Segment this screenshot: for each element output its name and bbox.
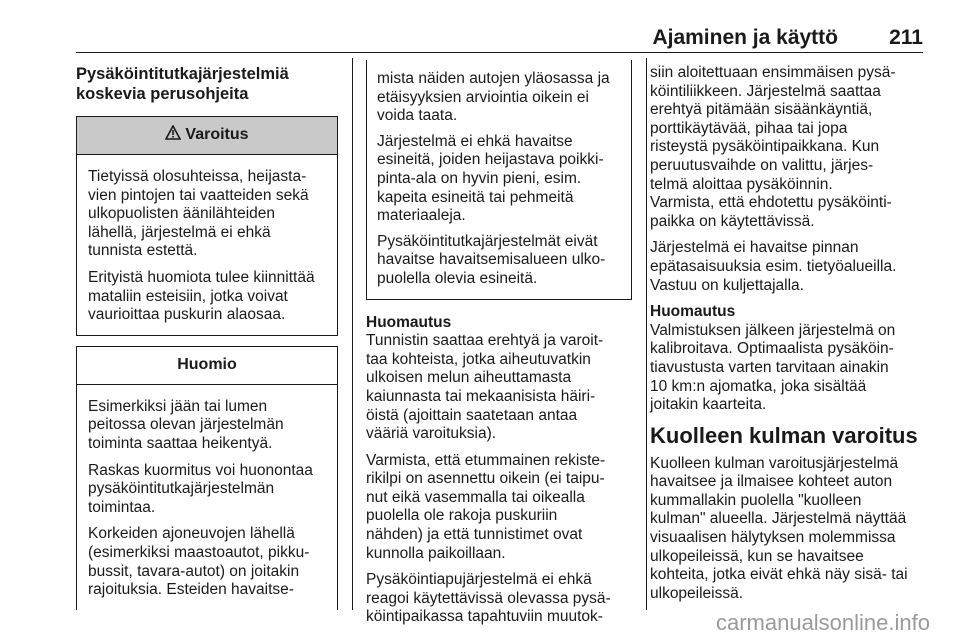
header-title: Ajaminen ja käyttö [652, 26, 838, 49]
caution-paragraph: Korkeiden ajoneuvojen lähellä (esimerkiksi maastoautot, pikku- bussit, tavara-autot) on joitakin rajoituksia. Esteiden havaitse- [88, 525, 310, 599]
body-paragraph: siin aloitettuaan ensimmäisen pysä- köintiliikkeen. Järjestelmä saattaa erehtyä pitämään sisäänkäyntiä, porttikäytävää, pihaa tai jopa risteystä pysäköintipaikkana. Kun peruutusvaihde on valittu, järjes- telmä aloittaa pysäköinnin. Varmista, että ehdotettu pysäköinti- paikka on käytettävissä. [650, 64, 896, 230]
column-1 [76, 64, 338, 610]
section-title: Pysäköintitutkajärjestelmiä koskevia perusohjeita [76, 65, 289, 103]
caution-paragraph: Raskas kuormitus voi huonontaa pysäköintitutkajärjestelmän toimintaa. [88, 461, 313, 516]
section-heading: Kuolleen kulman varoitus [650, 422, 918, 448]
warning-paragraph: Erityistä huomiota tulee kiinnittää mataliin esteisiin, jotka voivat vaurioittaa puskurin alaosaa. [88, 268, 315, 324]
caution-box-title: Huomio [177, 355, 237, 373]
caution-box-header [77, 347, 337, 385]
header-divider [76, 52, 923, 53]
caution-paragraph: Järjestelmä ei ehkä havaitse esineitä, joiden heijastava poikki- pinta-ala on hyvin pieni, esim. kapeita esineitä tai pehmeitä materiaaleja. [377, 132, 604, 225]
body-paragraph: Varmista, että etummainen rekiste- rikilpi on asennettu oikein (ei taipu- nut eikä vasemmalla tai oikealla puolella ole rakoja puskuriin nähden) ja että tunnistimet ovat kunnolla paikoillaan. [366, 451, 606, 562]
caution-paragraph: Pysäköintitutkajärjestelmät eivät havaitse havaitsemisalueen ulko- puolella olevia esineitä. [377, 232, 606, 287]
warning-paragraph: Tietyissä olosuhteissa, heijasta- vien pintojen tai vaatteiden sekä ulkopuolisten äänilähteiden lähellä, järjestelmä ei ehkä tunnista estettä. [88, 168, 309, 260]
column-3-content [650, 64, 926, 603]
note-text: Valmistuksen jälkeen järjestelmä on kalibroitava. Optimaalista pysäköin- tiavustusta varten tarvitaan ainakin 10 km:n ajomatka, joka sisältää joitakin kaarteita. [650, 321, 896, 414]
note-text: Tunnistin saattaa erehtyä ja varoit- taa kohteista, jotka aiheutuvatkin ulkoisen melun aiheuttamasta kaiunnasta tai mekaanisista häiri- öistä (ajoittain saatetaan antaa vääriä varoituksia). [366, 332, 604, 443]
caution-paragraph: mista näiden autojen yläosassa ja etäisyyksien arviointia oikein ei voida taata. [377, 70, 610, 125]
caution-box [76, 346, 338, 610]
caution-box-body [77, 385, 337, 610]
warning-box-header [77, 117, 337, 155]
warning-triangle-icon [165, 125, 181, 146]
warning-box-body [77, 155, 337, 335]
column-divider-1 [352, 58, 353, 610]
column-3 [650, 64, 926, 611]
caution-paragraph: Esimerkiksi jään tai lumen peitossa olevan järjestelmän toiminta saattaa heikentyä. [88, 397, 284, 452]
body-paragraph: Kuolleen kulman varoitusjärjestelmä havaitsee ja ilmaisee kohteet auton kummallakin puolella "kuolleen kulman" alueella. Järjestelmä näyttää visuaalisen hälytyksen molemmissa ulkopeileissä, kun se havaitsee kohteita, jotka eivät ehkä näy sisä- tai ulkopeileissä. [650, 454, 908, 602]
body-paragraph: Pysäköintiapujärjestelmä ei ehkä reagoi käytettävissä olevassa pysä- köintipaikassa tapahtuviin muutok- [366, 571, 611, 626]
watermark: carmanualsonline.info [715, 610, 930, 635]
body-paragraph: Järjestelmä ei havaitse pinnan epätasaisuuksia esim. tietyöalueilla. Vastuu on kuljettajalla. [650, 239, 897, 294]
warning-box [76, 116, 338, 336]
warning-box-title: Varoitus [185, 126, 249, 144]
note-label: Huomautus [650, 303, 736, 321]
caution-box-continued [366, 60, 632, 300]
note-label: Huomautus [366, 313, 452, 331]
note-block [366, 314, 632, 628]
column-divider-2 [646, 58, 647, 610]
page-number: 211 [889, 26, 923, 49]
column-2 [366, 60, 632, 635]
